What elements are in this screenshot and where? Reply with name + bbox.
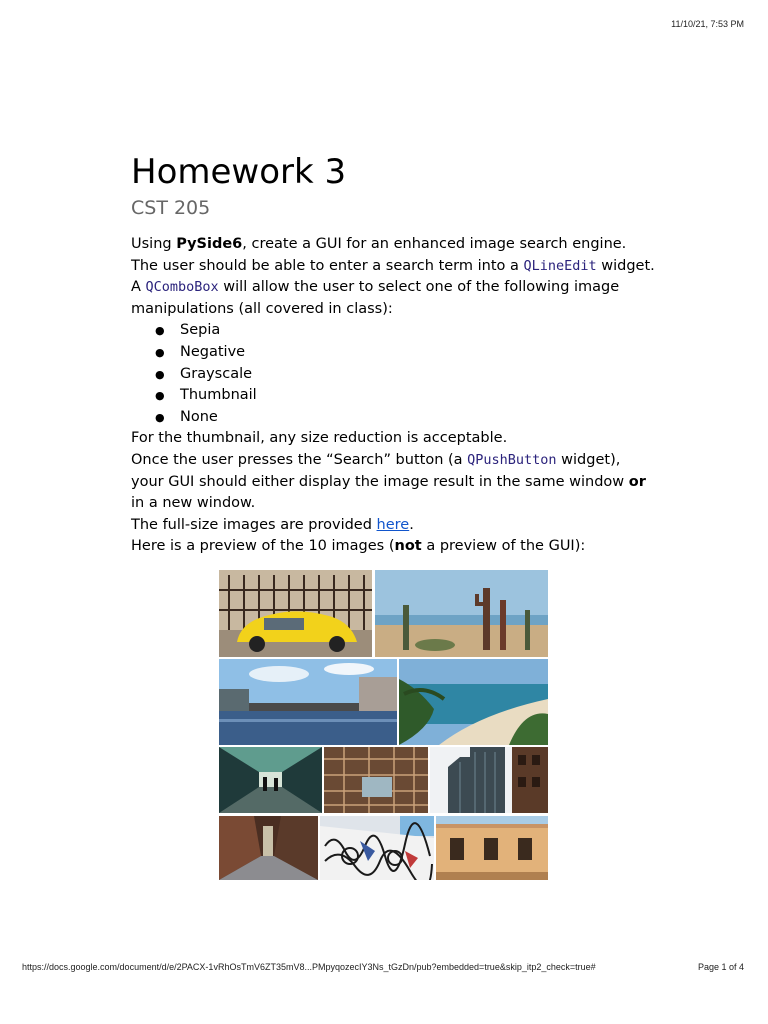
canal-city-photo <box>219 659 397 745</box>
text: , create a GUI for an enhanced image search engine. <box>242 236 627 252</box>
list-item: ● None <box>155 407 651 429</box>
graffiti-wall-photo <box>320 816 434 880</box>
not-bold: not <box>394 538 422 555</box>
qpushbutton-code: QPushButton <box>467 451 557 468</box>
text: Once the user presses the “Search” button (a <box>131 451 468 468</box>
text: widget. <box>596 257 655 274</box>
text: The user should be able to enter a search term into a <box>131 257 524 274</box>
paragraph-preview <box>131 536 651 558</box>
paragraph-images-link <box>131 515 651 537</box>
paragraph-search <box>131 450 651 515</box>
industrial-interior-photo <box>324 747 428 813</box>
text: Here is a preview of the 10 images ( <box>131 538 395 555</box>
page-title: Homework 3 <box>131 152 347 192</box>
paragraph-combobox <box>131 277 651 320</box>
manipulation-list <box>131 320 651 428</box>
alley-photo <box>219 816 318 880</box>
list-item: ● Grayscale <box>155 364 651 386</box>
image-preview-collage <box>219 570 548 880</box>
page-subtitle: CST 205 <box>131 197 211 219</box>
print-footer-url: https://docs.google.com/document/d/e/2PACX-1vRhOsTmV6ZT35mV8...PMpyqozecIY3Ns_tGzDn/pub?embedded=true&skip_itp2_check=true# <box>22 962 596 972</box>
list-item: ● Sepia <box>155 320 651 342</box>
pyside6-bold: PySide6 <box>176 236 243 252</box>
paragraph-intro <box>131 234 651 256</box>
print-header-datetime: 11/10/21, 7:53 PM <box>671 19 744 29</box>
print-footer-page-number: Page 1 of 4 <box>697 962 744 972</box>
text: widget), your GUI should either display the image result in the same window <box>131 451 629 490</box>
cactus-beach-photo <box>375 570 548 657</box>
assignment-text <box>131 234 655 558</box>
building-facade-photo <box>436 816 548 880</box>
list-item: ● Negative <box>155 342 651 364</box>
paragraph-thumbnail: For the thumbnail, any size reduction is acceptable. <box>131 430 508 447</box>
or-bold: or <box>628 473 646 490</box>
text: in a new window. <box>131 495 256 512</box>
tunnel-photo <box>219 747 322 813</box>
text: . <box>409 516 414 533</box>
skyscraper-photo <box>430 747 548 813</box>
list-item: ● Thumbnail <box>155 385 651 407</box>
qlineedit-code: QLineEdit <box>523 257 597 274</box>
paragraph-lineedit <box>131 256 655 278</box>
text: a preview of the GUI): <box>421 538 586 555</box>
yellow-beetle-photo <box>219 570 372 657</box>
text: will allow the user to select one of the following image manipulations (all covered in class): <box>131 279 620 317</box>
qcombobox-code: QComboBox <box>145 279 219 296</box>
text: A <box>131 279 146 296</box>
text: Using <box>131 236 177 252</box>
here-link[interactable]: here <box>376 516 410 533</box>
document-body <box>131 150 655 558</box>
palm-beach-photo <box>399 659 548 745</box>
text: The full-size images are provided <box>131 516 377 533</box>
